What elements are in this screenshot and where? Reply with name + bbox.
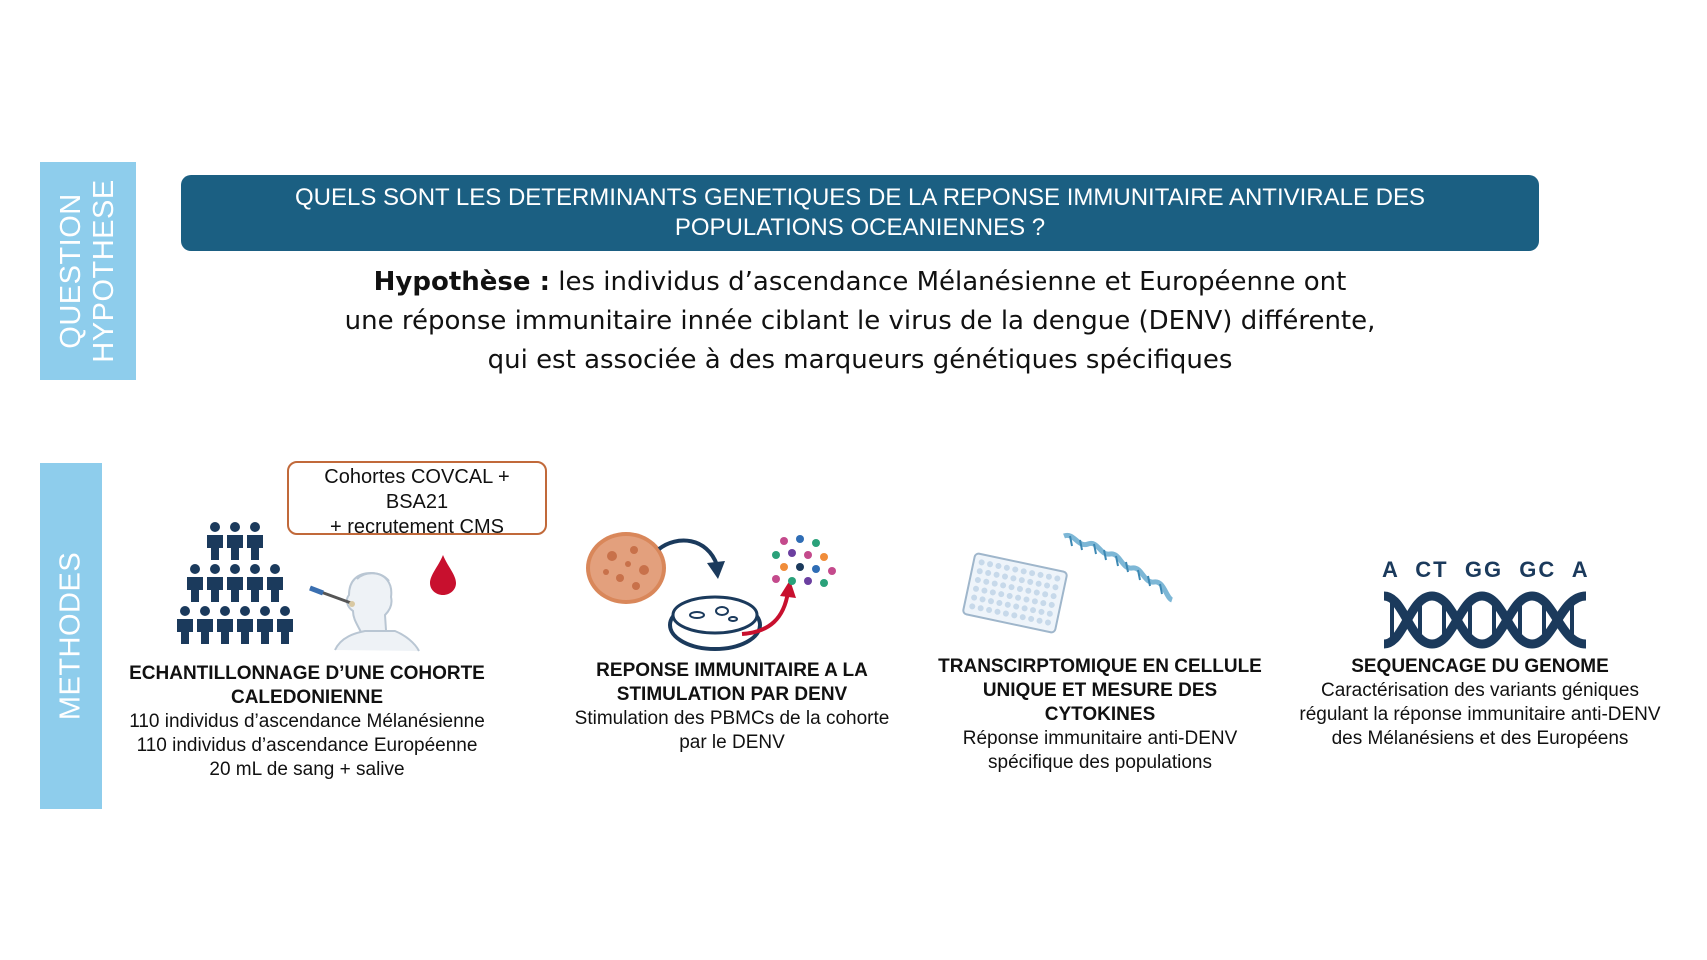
desc-line: Caractérisation des variants géniques bbox=[1321, 680, 1639, 701]
person-figure-icon bbox=[207, 564, 223, 602]
desc-line: Réponse immunitaire anti-DENV bbox=[962, 728, 1238, 749]
well-plate-icon bbox=[960, 548, 1070, 638]
title-line: SEQUENCAGE DU GENOME bbox=[1351, 656, 1609, 677]
person-figure-icon bbox=[237, 606, 253, 644]
dna-helix-icon bbox=[1380, 592, 1595, 648]
methods-tab bbox=[40, 463, 102, 809]
hypothesis-label: Hypothèse : bbox=[373, 267, 550, 297]
desc-line: 110 individus d’ascendance Mélanésienne bbox=[129, 711, 485, 732]
desc-line: régulant la réponse immunitaire anti-DENV bbox=[1299, 704, 1661, 725]
cohort-line: BSA21 bbox=[385, 491, 449, 513]
desc-line: Stimulation des PBMCs de la cohorte bbox=[574, 708, 890, 729]
person-figure-icon bbox=[267, 564, 283, 602]
step-2-description bbox=[552, 707, 912, 755]
person-figure-icon bbox=[217, 606, 233, 644]
tab-label-question: QUESTION bbox=[55, 193, 87, 349]
hypothesis-line-1: les individus d’ascendance Mélanésienne et Européenne ont bbox=[558, 267, 1347, 297]
person-figure-icon bbox=[247, 522, 263, 560]
person-figure-icon bbox=[227, 522, 243, 560]
tab-label-hypothese: HYPOTHESE bbox=[88, 179, 120, 363]
rna-strand-icon bbox=[1060, 530, 1175, 630]
person-figure-icon bbox=[187, 564, 203, 602]
person-figure-icon bbox=[277, 606, 293, 644]
people-pyramid-icon bbox=[170, 522, 300, 652]
step-2-title bbox=[562, 659, 902, 707]
person-figure-icon bbox=[207, 522, 223, 560]
person-swab-icon bbox=[305, 545, 425, 655]
step-4-description bbox=[1280, 679, 1680, 751]
cohort-line: + recrutement CMS bbox=[330, 516, 504, 538]
desc-line: par le DENV bbox=[679, 732, 785, 753]
hypothesis-line-2: une réponse immunitaire innée ciblant le virus de la dengue (DENV) différente, bbox=[344, 306, 1376, 336]
step-1-description bbox=[107, 710, 507, 782]
title-line: STIMULATION PAR DENV bbox=[616, 684, 848, 705]
hypothesis-block bbox=[300, 263, 1420, 380]
title-line: CALEDONIENNE bbox=[230, 687, 383, 708]
title-line: CYTOKINES bbox=[1044, 704, 1156, 725]
methods-label: METHODES bbox=[54, 551, 87, 721]
step-4-title bbox=[1300, 655, 1660, 679]
person-figure-icon bbox=[247, 564, 263, 602]
desc-line: spécifique des populations bbox=[988, 752, 1212, 773]
person-figure-icon bbox=[177, 606, 193, 644]
blood-drop-icon bbox=[428, 553, 458, 597]
desc-line: 110 individus d’ascendance Européenne bbox=[136, 735, 478, 756]
person-figure-icon bbox=[197, 606, 213, 644]
dna-sequence-letters: A CT GG GC A bbox=[1382, 557, 1590, 582]
question-hypothesis-label bbox=[55, 179, 121, 362]
person-figure-icon bbox=[257, 606, 273, 644]
cytokine-dots-icon bbox=[770, 535, 840, 595]
title-line: ECHANTILLONNAGE D’UNE COHORTE bbox=[129, 663, 485, 684]
person-figure-icon bbox=[227, 564, 243, 602]
hypothesis-line-3: qui est associée à des marqueurs génétiques spécifiques bbox=[487, 345, 1233, 375]
title-line: TRANSCIRPTOMIQUE EN CELLULE bbox=[938, 656, 1262, 677]
question-hypothesis-tab bbox=[40, 162, 136, 380]
title-line: UNIQUE ET MESURE DES bbox=[982, 680, 1218, 701]
question-text: QUELS SONT LES DETERMINANTS GENETIQUES DE LA REPONSE IMMUNITAIRE ANTIVIRALE DES POPULATIONS OCEANIENNES ? bbox=[294, 184, 1425, 241]
step-3-description bbox=[930, 727, 1270, 775]
desc-line: 20 mL de sang + salive bbox=[209, 759, 405, 780]
step-1-title bbox=[117, 662, 497, 710]
question-banner bbox=[181, 175, 1539, 251]
stimulation-arrow-icon bbox=[655, 535, 725, 585]
title-line: REPONSE IMMUNITAIRE A LA bbox=[596, 660, 868, 681]
cohort-line: Cohortes COVCAL + bbox=[324, 466, 510, 488]
step-3-title bbox=[920, 655, 1280, 727]
cohort-box bbox=[287, 461, 547, 538]
desc-line: des Mélanésiens et des Européens bbox=[1331, 728, 1629, 749]
